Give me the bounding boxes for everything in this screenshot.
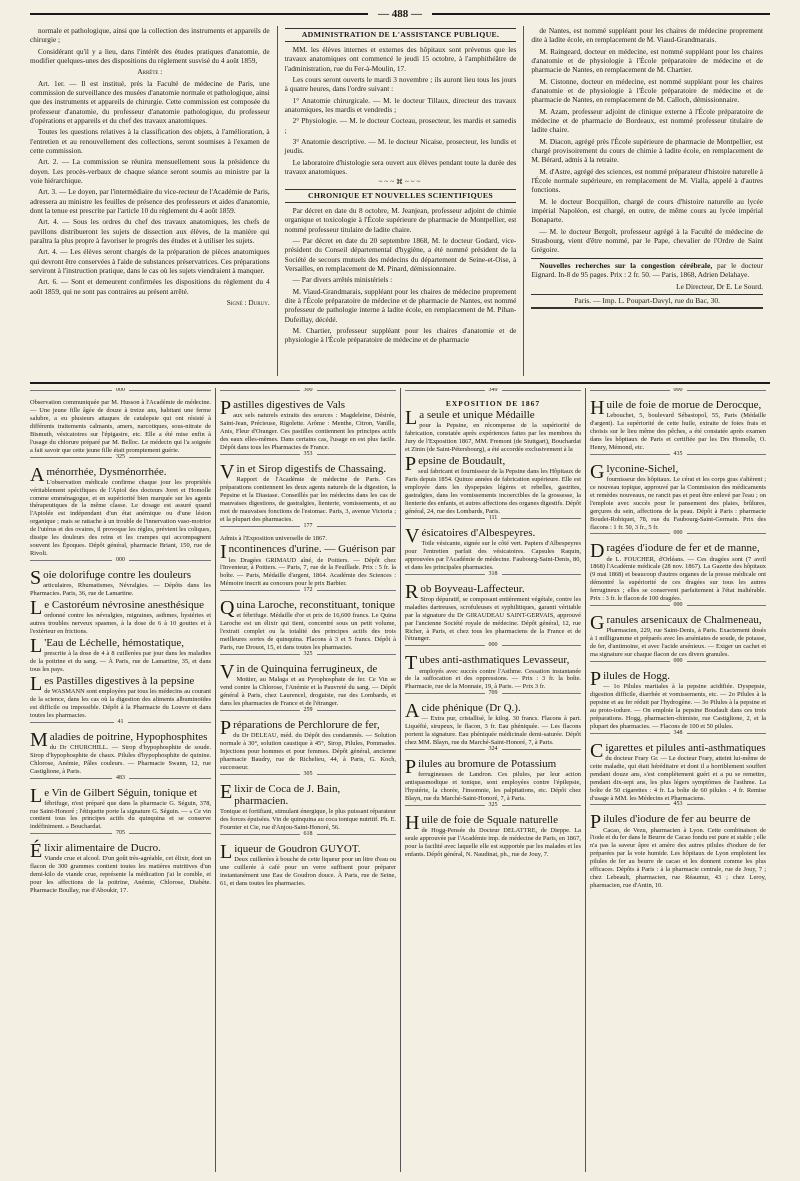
advertisement — [405, 702, 581, 747]
ad-body: articulaires, Rhumatismes, Névralgies. — Dépôts dans les Pharmacies. Paris, 36, rue de Lamartine. — [30, 582, 211, 598]
ad-number — [30, 830, 211, 840]
ad-initial-letter: H — [590, 397, 605, 419]
advertisement — [220, 780, 396, 832]
ad-number — [405, 746, 581, 756]
ad-number-label: 325 — [112, 454, 129, 460]
ad-number — [590, 801, 766, 811]
ornament-divider: ~~~⌘~~~ — [378, 178, 423, 187]
ad-title-text: oie dolorifuge contre les douleurs — [43, 569, 191, 582]
ad-title — [405, 524, 581, 547]
ad-initial-letter: R — [405, 580, 419, 603]
ad-title-text: in et Sirop digestifs de Chassaing. — [236, 462, 387, 475]
ad-number-label: 483 — [112, 775, 129, 781]
book-notice — [531, 261, 763, 280]
ad-initial-letter: P — [220, 716, 232, 739]
page-header — [30, 6, 770, 22]
header-rule-left — [30, 13, 368, 15]
ad-number-label: 324 — [485, 746, 502, 752]
ad-number — [590, 658, 766, 668]
ad-number — [405, 514, 581, 525]
section-title-administration: ADMINISTRATION DE L'ASSISTANCE PUBLIQUE. — [285, 28, 517, 42]
paragraph: Les cours seront ouverts le mardi 3 novembre ; ils auront lieu tous les jours à quatre heures, dans l'ordre suivant : — [284, 74, 517, 94]
ad-body: Viande crue et alcool. D'un goût très-agréable, cet élixir, dont un flacon de 300 grammes contient toutes les matières nutritives d'un demi-kilo de viande crue, représente la médication j'ai le comble, et pour les affections de la poitrine, Anémie, Chlorose, Diabète. Pharmacie Boullay, rue d'Aboukir, 17. — [30, 855, 211, 895]
ad-initial-letter: P — [590, 668, 602, 690]
ad-number-label: 41 — [114, 719, 128, 725]
article: Art. 4. — Sous les ordres du chef des travaux anatomiques, les chefs de pavillons distribueront les sujets de dissection aux élèves, de la manière qui paraîtra la plus propre à favoriser le progrès des études et à utiliser les sujets. — [30, 217, 270, 245]
ad-body: les Dragées GRIMAUD aîné, de Poitiers. — Dépôt chez l'Inventeur, à Poitiers. — Paris, 7, rue de la Feuillade. Prix : 5 fr. la boîte. — Paris, Médaille d'argent, 1864. Académie des Sciences : Mémoire inscrit au concours pour le prix Barbier. — [220, 556, 396, 588]
ad-title-text: es Pastilles digestives à la pepsine — [44, 674, 195, 687]
advertisement — [590, 399, 766, 452]
ad-title — [590, 668, 766, 690]
ad-initial-letter: P — [405, 453, 417, 476]
ad-body: Rapport de l'Académie de médecine de Paris. Ces préparations contiennent les deux agents naturels de la digestion, la Pepsine et la Diastase. Conseillés par les médecins dans les cas de mauvaises digestions, de gastralgies, lienterie, vomissements, et au mot de mauvaises fonctions de l'estomac. Paris, 3, avenue Victoria ; et la plupart des pharmacies. — [220, 475, 396, 523]
ad-number — [30, 557, 211, 567]
ad-number-label: 305 — [300, 771, 317, 777]
paragraph: M. Viaud-Grandmarais, suppléant pour les chaires de médecine proprement dite à l'École préparatoire de médecine et de pharmacie de Nantes, est nommé professeur de pathologie interne à ladite école, en remplacement de M. Pihan-Dufeillay, décédé. — [284, 286, 517, 324]
ad-initial-letter: E — [220, 780, 233, 803]
advertisement — [30, 569, 211, 598]
advertisement — [30, 672, 211, 720]
section-title-chronique: CHRONIQUE ET NOUVELLES SCIENTIFIQUES — [285, 189, 517, 203]
ad-title — [405, 700, 581, 723]
ad-exposition-heading: EXPOSITION DE 1867 — [445, 399, 541, 408]
paragraph: 2° Physiologie. — M. le docteur Cocteau, prosecteur, les mardis et samedis ; — [284, 116, 517, 135]
advertisement — [30, 842, 211, 895]
advertisement — [405, 399, 581, 408]
ad-number — [405, 690, 581, 700]
ad-number — [30, 453, 211, 464]
ad-body: Toile vésicante, signée sur le côté vert. Papiers d'Albespeyres pour l'entretien parfait des vésicatoires. Capsules Raquin, approuvées par l'Académie de médecine. Faubourg-Saint-Denis, 80, et dans les principales pharmacies. — [405, 539, 581, 571]
paragraph: — Par divers arrêtés ministériels : — [292, 275, 393, 285]
ad-initial-letter: A — [30, 463, 45, 486]
ad-body: de Hogg-Pensée du Docteur DELATTRE, de Dieppe. La seule approuvée par l'Académie imp. de médecine de Paris, en 1867, pour la facilité avec laquelle elle est supportée par les malades et les enfants. Dépôt général, N. Naudinat, ph., rue de Jouy, 7. — [405, 827, 581, 858]
ad-title — [220, 840, 396, 863]
ad-initial-letter: V — [405, 524, 420, 547]
ad-title-text: epsine de Boudault, — [418, 455, 506, 468]
advertisement — [590, 542, 766, 603]
ad-body: de L. FOUCHER, d'Orléans. — Ces dragées sont (7 avril 1868) l'Académie médicale (28 nov. 1867). La Gazette des hôpitaux (9 mai 1868) et beaucoup d'autres organes de la presse médicale ont démontré la supériorité de ces dragées sur tous les autres ferrugineux ; elles se conservent parfaitement à l'état inaltérable. Prix : 3 fr. le flacon de 100 dragées. — [590, 555, 766, 603]
ad-body: Admis à l'Exposition universelle de 1867. — [220, 534, 327, 542]
ad-title — [220, 716, 396, 739]
ad-title — [220, 597, 396, 620]
ad-title — [405, 756, 581, 779]
ad-number-label: 000 — [670, 388, 687, 393]
advertisement — [30, 599, 211, 636]
ad-number-label: 000 — [112, 388, 129, 393]
paragraph: M. Azam, professeur adjoint de clinique externe à l'École préparatoire de médecine et de pharmacie de Bordeaux, est nommé professeur titulaire de ladite chaire. — [531, 106, 763, 135]
ad-number-label: 318 — [485, 571, 502, 577]
ad-body: employés avec succès contre l'Asthme. Cessation instantanée de la suffocation et des oppressions. — Prix : 3 fr. la boîte. Pharmacie, rue de la Monnaie, 19, à Paris. — Prix 3 fr. — [405, 667, 581, 691]
ad-initial-letter: L — [405, 407, 418, 430]
ad-title-text: a seule et unique Médaille — [419, 409, 535, 422]
ad-title — [30, 728, 211, 751]
ad-initial-letter: P — [590, 811, 602, 834]
advertisement — [220, 599, 396, 652]
ad-number — [405, 390, 581, 397]
paragraph: de Nantes, est nommé suppléant pour les chaires de médecine proprement dite à ladite école, en remplacement de M. Viaud-Grandmarais. — [531, 26, 763, 45]
ad-title — [405, 580, 581, 603]
ad-number — [590, 450, 766, 461]
ad-number — [220, 522, 396, 533]
directeur-line: Le Directeur, Dr E. Le Sourd. — [676, 281, 763, 291]
article: Art. 4. — Les élèves seront chargés de la préparation de pièces anatomiques qui devront être conservées à l'aide de substances préservatrices. Ces préparations serviront à l'instruction pratique, dans le cas où les sujets viendraient à manquer. — [30, 247, 270, 275]
ad-initial-letter: P — [220, 397, 232, 419]
ad-body: Tonique et fortifiant, stimulant énergique, le plus puissant réparateur des forces épuisées. Vin de quinquina au coca tonique nutritif. Ph. E. Fournier et Cie, rue d'Anjou-Saint-Honoré, 56. — [220, 807, 396, 831]
advertisement — [405, 814, 581, 859]
ad-number — [220, 450, 396, 461]
advertisements — [30, 388, 770, 1172]
ad-number-label: 172 — [300, 587, 317, 593]
ad-title-text: ncontinences d'urine. — Guérison par — [228, 543, 396, 556]
ad-title — [30, 784, 211, 807]
ad-number — [405, 642, 581, 652]
paragraph: M. Chartier, professeur suppléant pour les chaires d'anatomie et de physiologie à l'École préparatoire de médecine et de pharmacie — [284, 326, 517, 345]
ad-title-text: e Vin de Gilbert Séguin, tonique et — [44, 786, 198, 799]
ad-title-text: ubes anti-asthmatiques Levasseur, — [419, 654, 570, 667]
ad-initial-letter: D — [590, 540, 605, 563]
ad-number — [590, 729, 766, 740]
ad-title-text: lixir de Coca de J. Bain, pharmacien. — [234, 782, 341, 807]
ad-body: aux sels naturels extraits des sources : Magdeleine, Désirée, Saint-Jean, Précieuse, Rigolette. Arôme : Menthe, Citron, Vanille, Anis, Fleur d'Oranger. Ces pastilles contiennent les principes actifs des eaux elles-mêmes. Dans certains cas, l'usage en est plus facile. Dépôt dans tous les Pharmacies de France. — [220, 412, 396, 451]
ad-title-text: cide phénique (Dr Q.). — [421, 702, 521, 715]
ad-body: Deux cuillerées à bouche de cette liqueur pour un litre d'eau ou une cuillerée à café pour un verre suffisent pour préparer instantanément une Eau de Goudron douce. À Paris, rue de Seine, 61, et dans toutes les pharmacies. — [220, 855, 396, 887]
arrete-heading: Arrête : — [137, 67, 163, 77]
advertisement — [30, 634, 211, 674]
advertisement — [405, 409, 581, 454]
ad-title — [590, 397, 766, 419]
paragraph: normale et pathologique, ainsi que la collection des instruments et appareils de chirurgie ; — [30, 26, 270, 45]
ad-body: du Dr DELEAU, méd. du Dépôt des condamnés. — Solution normale à 30°, solution caustique à 45°, Sirop, Pilules, Pommades. Injections pour hommes et pour femmes. Dépôt général, ancienne pharmacie Baudry, rue de Richelieu, 44, à Paris, G. Koch, successeur. — [220, 732, 396, 771]
ad-title — [220, 780, 396, 807]
advertisement — [590, 670, 766, 731]
advertisement — [220, 460, 396, 524]
ad-number-label: 000 — [112, 557, 129, 563]
ad-title — [220, 397, 396, 419]
ad-title-text: igarettes et pilules anti-asthmatiques — [605, 741, 766, 754]
notice-rule — [531, 258, 763, 259]
ad-number-label: 000 — [670, 602, 687, 608]
ad-title-text: réparations de Perchlorure de fer, — [233, 718, 380, 731]
ads-column-1 — [30, 388, 215, 1172]
advertisement — [590, 614, 766, 659]
ad-number — [220, 390, 396, 397]
ad-body: du Dr CHURCHILL. — Sirop d'hypophosphite de soude. Sirop d'hypophosphite de chaux. Pilules d'hypophosphite de quinine. Chlorose, Anémie, Pâles couleurs. — Pharmacie Swann, 12, rue Castiglione, à Paris. — [30, 743, 211, 775]
advertisement — [590, 460, 766, 532]
advertisement — [220, 663, 396, 708]
ad-title — [590, 739, 766, 762]
signature: Signé : Duruy. — [226, 297, 270, 307]
ad-number-label: 435 — [670, 451, 687, 457]
paragraph: M. le docteur Bocquillon, chargé de cours d'histoire naturelle au lycée impérial Napoléon, est chargé, en outre, de même cours au lycée impérial Bonaparte. — [531, 196, 763, 225]
advertisement — [220, 543, 396, 588]
ad-title — [405, 407, 581, 430]
book-notice-title: Nouvelles recherches sur la congestion cérébrale, — [539, 260, 713, 270]
ad-initial-letter: V — [220, 661, 235, 684]
ad-initial-letter: L — [30, 672, 43, 695]
ad-initial-letter: P — [405, 756, 417, 779]
ad-number — [405, 570, 581, 581]
ad-number — [590, 530, 766, 540]
ad-body: Lebouchet, 5, boulevard Sébastopol, 55, Paris (Médaille d'argent). La supériorité de cette huile, extraite de foies frais et choisis sur le lieu même des pêches, a été constatée après examen dans les hôpitaux de Paris et certifiée par les Drs Homolle, O. Henry, Mémond, etc. — [590, 412, 766, 451]
ad-title-text: lyconine-Sichel, — [606, 462, 679, 475]
ad-title-text: e Castoréum névrosine anesthésique — [44, 599, 204, 611]
ad-number — [30, 718, 211, 729]
ad-body: — 1o Pilules martiales à la pepsine acidifiée. Dyspepsie, digestion difficile, diarrhée et vomissements, etc. — 2o Pilules à la pepsine et au fer réduit par l'hydrogène. — 3o Pilules à la pepsine et au proto-iodure. — On emploie la pepsine Boudault dans ces trois préparations. Hogg, pharmacien-chimiste, rue Castiglione, 2, et la plupart des pharmacies. — Flacons de 100 et 50 pilules. — [590, 683, 766, 730]
column-2 — [277, 26, 524, 376]
ad-number — [30, 774, 211, 785]
article: Art. 3. — Le doyen, par l'intermédiaire du vice-recteur de l'Académie de Paris, adressera au ministre les feuilles de présence des professeurs et aides d'anatomie, dont la tenue est prescrite par l'article 10 du règlement du 4 août 1859. — [30, 187, 270, 215]
ad-title — [30, 634, 211, 657]
paragraph: M. Raingeard, docteur en médecine, est nommé suppléant pour les chaires d'anatomie et de physiologie à l'École préparatoire de médecine et de pharmacie de Nantes, en remplacement de M. Chartier. — [531, 46, 763, 75]
ad-number-label: 325 — [485, 802, 502, 808]
ad-title-text: astilles digestives de Vals — [233, 399, 346, 411]
ad-title-text: lixir alimentaire de Ducro. — [44, 842, 161, 855]
ad-title — [30, 597, 211, 619]
ad-body: seul fabricant et fournisseur de la Pepsine dans les Hôpitaux de Paris depuis 1854. Quinze années de fabrication supérieure. Elle est employée dans les dyspepsies légères et rebelles, gastrites, gastralgies, dans les vomissements incoercibles de la grossesse, la lienterie des enfants, et autres affections des organes digestifs. Dépôt général, 24, rue des Lombards, Paris. — [405, 468, 581, 515]
ad-number — [590, 390, 766, 397]
ad-body: du docteur Frary Gr. — Le docteur Frary, atteint lui-même de cette maladie, qui était héréditaire et dont il a horriblement souffert pendant douze ans, s'est complètement guéri et a pu se remettre, pendant dix-sept ans, les plus légers symptômes de l'asthme. La boîte de 50 cigarettes : 4 fr. La boîte de 60 pilules : 4 fr. Remise d'usage à MM. les Médecins et Pharmaciens. — [590, 754, 766, 802]
advertisement — [405, 580, 581, 644]
advertisement — [405, 524, 581, 572]
ad-title-text: ilules de Hogg. — [603, 670, 671, 682]
ad-title-text: uile de foie de morue de Derocque, — [606, 399, 762, 411]
advertisement — [30, 728, 211, 776]
paragraph: M. Diacon, agrégé près l'École supérieure de pharmacie de Montpellier, est chargé provisoirement du cours de chimie à ladite école, en remplacement de M. Bérard, admis à la retraite. — [531, 136, 763, 165]
ad-title — [30, 672, 211, 695]
ad-initial-letter: M — [30, 728, 48, 751]
page-number: — 488 — — [378, 8, 422, 20]
ad-number — [220, 770, 396, 781]
ad-number-label: 353 — [300, 451, 317, 457]
journal-text — [30, 26, 770, 376]
ad-initial-letter: L — [30, 597, 43, 619]
ad-number — [220, 651, 396, 661]
ad-title — [220, 460, 396, 483]
ad-initial-letter: G — [590, 460, 605, 483]
ad-initial-letter: A — [405, 700, 420, 723]
ad-title — [405, 453, 581, 476]
book-notice-text: par le docteur Eignard. In-8 de 95 pages. Prix : 2 fr. 50. — Paris, 1868, Adrien Delahaye. — [531, 260, 763, 280]
ad-body: Cacao, de Vezu, pharmacien à Lyon. Cette combinaison de l'iode et du fer dans le Beurre de Cacao fondu est pure et stable ; elle n'a pas la saveur âpre et amère des autres pilules d'iodure de fer préparées par la voie humide. Les hôpitaux de Lyon emploient les pilules de fer au beurre de cacao et les donnent comme les plus efficaces. Dépôts à Paris : à la pharmacie centrale, rue de Jouy, 7 ; chez Lebeault, pharmacien, rue Réaumur, 43 ; chez Leroy, pharmacien, rue d'Antin, 10. — [590, 826, 766, 890]
ad-title — [405, 652, 581, 675]
ad-title-text: ménorrhée, Dysménorrhée. — [46, 465, 167, 478]
ad-title-text: iqueur de Goudron GUYOT. — [234, 842, 361, 855]
ad-title — [220, 541, 396, 564]
ad-title-text: aladies de poitrine, Hypophosphites — [49, 730, 208, 743]
ad-title — [30, 463, 211, 486]
ad-title — [220, 661, 396, 684]
ad-body: ferrugineuses de Landron. Ces pilules, par leur action antispasmodique et tonique, sont employées contre l'épilepsie, l'hystérie, la chorée, l'insomnie, les palpitations, etc. Dépôt chez Blayn, rue du Marché-Saint-Honoré, 7, à Paris. — [405, 771, 581, 803]
paragraph: — M. le docteur Bergolt, professeur agrégé à la Faculté de médecine de Strasbourg, vient d'être nommé, par le Pape, chevalier de l'Ordre de Saint Grégoire. — [531, 226, 763, 255]
advertisement — [405, 758, 581, 803]
article: Toutes les questions relatives à la classification des objets, à l'amélioration, à l'entretien et au renouvellement des collections, seront soumises à l'examen de cette commission. — [30, 127, 270, 155]
ad-number-label: 705 — [112, 830, 129, 836]
ad-title-text: 'Eau de Léchelle, hémostatique, — [44, 636, 184, 649]
ad-body: ordonné contre les névralgies, migraines, asthmes, hystéries et autres troubles nerveux spasmes, à la dose de 6 à 10 gouttes et à l'extérieur en frictions. — [30, 612, 211, 635]
advertisement — [405, 455, 581, 516]
ad-number-label: 000 — [670, 658, 687, 664]
paragraph: 1° Anatomie chirurgicale. — M. le docteur Tillaux, directeur des travaux anatomiques, les mardis et vendredis ; — [284, 95, 517, 114]
ads-column-2 — [215, 388, 400, 1172]
section-divider — [30, 382, 770, 384]
ad-title-text: ilules au bromure de Potassium — [418, 758, 557, 771]
article: Art. 1er. — Il est institué, près la Faculté de médecine de Paris, une commission de surveillance des musées d'anatomie normale et pathologique, ainsi que des instruments et appareils de chirurgie. Cette commission est composée du professeur d'anatomie, du professeur d'anatomie pathologique, du professeur d'opérations et appareils et du chef des travaux anatomiques. — [30, 78, 270, 125]
ad-body: L'observation médicale confirme chaque jour les propriétés véritablement spécifiques de l'Apiol des docteurs Joret et Homolle comme emménagogue, et en supériorité bien marquée sur les agents thérapeutiques de la même classe. Le dosage est assuré quand l'Apiolée est indépendant d'un état anémique ou d'une lésion organique ; mais se rattache à un trouble de l'innervation vaso-motrice de l'utérus et des ovaires, il provoque les règles, prévient les coliques, dissipe les douleurs des reins et les crampes qui accompagnent souvent les Époques. Dépôt général, pharmacie Briant, 150, rue de Rivoli. — [30, 478, 211, 558]
ad-body: Pharmacien, 229, rue Saint-Denis, à Paris. Exactement dosés à 1 milligramme et préparés avec les arséniates de soude, de potasse, de fer, d'antimoine, et avec l'acide arsénieux. — Exiger un cachet et ma signature sur chaque flacon de ces divers granules. — [590, 627, 766, 659]
paragraph: Considérant qu'il y a lieu, dans l'intérêt des études pratiques d'anatomie, de modifier quelques-unes des dispositions du règlement susvisé du 4 août 1859, — [30, 46, 270, 65]
ad-title-text: ésicatoires d'Albespeyres. — [421, 526, 536, 539]
ads-column-3 — [400, 388, 585, 1172]
ad-body: fournisseur des hôpitaux. Le cérat et les corps gras s'altèrent ; ce nouveau topique, approuvé par la Commission des médicaments et remèdes nouveaux, ne rancit pas et peut être enlevé par l'eau ; on l'emploie avec succès pour le pansement des plaies, brûlures, gerçures du sein, affections de la peau. Dépôt à Paris : pharmacie Boudet-Robiquet, 78, rue du Faubourg-Saint-Germain. Prix des flacons : 1 fr. 50, 3 fr., 5 fr. — [590, 475, 766, 531]
advertisement — [220, 399, 396, 452]
column-1 — [30, 26, 277, 376]
ad-body: Mottier, au Malaga et au Pyrophosphate de fer. Ce Vin se vend contre la Chlorose, l'Anémie et la Pauvreté du sang. — Dépôt général à Paris, chez Laurencel, droguiste, rue des Lombards, et dans les pharmacies de France et de l'étranger. — [220, 676, 396, 707]
ad-initial-letter: Q — [220, 597, 235, 620]
paragraph: Par décret en date du 8 octobre, M. Jeanjean, professeur adjoint de chimie organique et toxicologie à l'École supérieure de pharmacie de Montpellier, est nommé professeur titulaire de ladite chaire. — [284, 206, 517, 234]
ad-number-label: 177 — [300, 523, 317, 529]
ad-title — [590, 460, 766, 483]
ad-initial-letter: S — [30, 567, 42, 590]
ad-title-text: uina Laroche, reconstituant, tonique — [236, 599, 395, 612]
ad-number-label: 349 — [485, 388, 502, 393]
paragraph: M. Cistonne, docteur en médecine, est nommé suppléant pour les chaires d'anatomie et de physiologie à l'École préparatoire de médecine et de pharmacie de Nantes, en remplacement de M. Calloch, démissionnaire. — [531, 76, 763, 105]
advertisement — [30, 399, 211, 455]
ad-body: prescrite à la dose de 4 à 8 cuillerées par jour dans les maladies de la poitrine et du sang. — À Paris, rue de Lamartine, 35, et dans tous les pays. — [30, 650, 211, 673]
ad-number — [220, 587, 396, 597]
ad-title-text: uile de foie de Squale naturelle — [421, 814, 558, 827]
advertisement — [405, 654, 581, 691]
ad-number — [590, 602, 766, 612]
ad-number-label: 325 — [300, 651, 317, 657]
ad-body: — Extra pur, cristallisé, le kilog. 30 francs. Flacons à part. Liquéfié, sirupeux, le flacon, 3 fr. Eau phéniquée. — Les flacons portent la signature. Eau phéniquée médicinale demi-saturée. Dépôt chez MM. Blayn, rue du Marché-Saint-Honoré, 7, à Paris. — [405, 715, 581, 747]
ad-initial-letter: H — [405, 812, 420, 835]
ad-title-text: in de Quinquina ferrugineux, de — [236, 663, 378, 676]
advertisement — [220, 840, 396, 888]
ad-title — [590, 540, 766, 563]
advertisement — [30, 463, 211, 558]
ad-number-label: 709 — [485, 690, 502, 696]
ad-number — [405, 802, 581, 812]
ad-initial-letter: T — [405, 652, 418, 675]
ad-initial-letter: É — [30, 840, 43, 863]
ad-initial-letter: V — [220, 460, 235, 483]
ad-body: Sirop dépuratif, se composant entièrement végétale, contre les maladies dartreuses, scrofuleuses et syphilitiques, garanti véritable par la signature du Dr GIRAUDEAU SAINT-GERVAIS, approuvé par l'ancienne Société royale de médecine. Dépôt général, 12, rue Richer, à Paris, et chez tous les pharmaciens de la France et de l'étranger. — [405, 595, 581, 643]
article: Art. 2. — La commission se réunira mensuellement sous la présidence du doyen. Les procès-verbaux de chaque séance seront soumis au ministre par la voie hiérarchique. — [30, 157, 270, 185]
ad-initial-letter: C — [590, 739, 604, 762]
paragraph: MM. les élèves internes et externes des hôpitaux sont prévenus que les travaux anatomiques ont commencé le jeudi 15 octobre, à l'amphithéâtre de l'administration, rue du Fer-à-Moulin, 17. — [284, 44, 517, 73]
article: Art. 6. — Sont et demeurent confirmées les dispositions du règlement du 4 août 1859, qui ne sont pas contraires au présent arrêté. — [30, 277, 270, 296]
advertisement — [30, 784, 211, 832]
paragraph: Le laboratoire d'histologie sera ouvert aux élèves pendant toute la durée des travaux anatomiques. — [284, 157, 517, 176]
ad-number-label: 300 — [300, 388, 317, 393]
ad-number-label: 453 — [670, 801, 687, 807]
paragraph: — Par décret en date du 20 septembre 1868, M. le docteur Godard, vice-président du Conseil départemental d'hygiène, a été nommé président de la Société de secours mutuels des médecins du département de Seine-et-Oise, à Versailles, en remplacement de M. Pinard, démissionnaire. — [284, 236, 517, 274]
ad-initial-letter: L — [30, 784, 43, 807]
ad-title — [590, 612, 766, 635]
ad-title-text: ragées d'iodure de fer et de manne, — [606, 542, 760, 555]
ad-initial-letter: L — [220, 840, 233, 863]
ad-number — [220, 706, 396, 717]
ad-body: pour la Pepsine, en récompense de la supériorité de fabrication, constatée après expériences faites par les membres du Jury de l'Exposition 1867, MM. Fremont (de Stuttgart), Bouchardat et Zinin (de Saint-Pétersbourg), a été accordée exclusivement à la — [405, 422, 581, 454]
ad-title — [30, 840, 211, 863]
advertisement — [590, 739, 766, 803]
advertisement — [590, 813, 766, 890]
ad-number — [220, 830, 396, 841]
ad-title-text: ob Boyveau-Laffecteur. — [420, 582, 525, 595]
advertisement — [220, 535, 396, 543]
ad-body: Observation communiquée par M. Husson à l'Académie de médecine. — Une jeune fille âgée de douze à treize ans, habitant une ferme salubre, a eu plusieurs attaques de catalepsie qui ont résisté à différents traitements calmants, amers, narcotiques, sous-nitrate de Bismuth, vésicatoires sur l'épigastre, etc. Elle a été mise enfin à l'usage du chlorure préparé par M. Belloc. Le médecin qui l'a soignée a fait savoir que cette jeune fille était promptement guérie. — [30, 399, 211, 454]
advertisement — [220, 716, 396, 772]
ad-number-label: 000 — [485, 642, 502, 648]
ad-initial-letter: L — [30, 634, 43, 657]
paragraph: M. d'Astre, agrégé des sciences, est nommé préparateur d'histoire naturelle à l'École normale supérieure, en remplacement de M. Vialla, appelé à d'autres fonctions. — [531, 166, 763, 195]
ads-column-4 — [585, 388, 770, 1172]
ad-body: et fébrifuge. Médaille d'or et prix de 16,600 francs. Le Quina Laroche est un élixir qui tient, concentré sous un petit volume, l'extrait complet ou la totalité des principes actifs des trois meilleures sortes de quinquina. Flacons à 3 et 5 francs. Dépôt à Paris, rue Drouot, 15, et dans toutes les pharmacies. — [220, 612, 396, 652]
ad-title-text: ilules d'iodure de fer au beurre de — [603, 813, 751, 826]
ad-number — [30, 390, 211, 397]
imprint-line: Paris. — Imp. L. Poupart-Davyl, rue du Bac, 30. — [531, 294, 763, 309]
ad-number-label: 111 — [485, 515, 502, 521]
ad-number-label: 348 — [670, 730, 687, 736]
ad-initial-letter: G — [590, 612, 605, 635]
paragraph: 3° Anatomie descriptive. — M. le docteur Nicaise, prosecteur, les lundis et jeudis. — [284, 136, 517, 156]
header-rule-right — [432, 13, 770, 15]
ad-number-label: 000 — [670, 530, 687, 536]
ad-title-text: ranules arsenicaux de Chalmeneau, — [606, 614, 762, 627]
ad-body: fébrifuge, n'est préparé que dans la pharmacie G. Séguin, 378, rue Saint-Honoré ; l'étiquette porte la signature G. Séguin. — « Ce vin contient tous les principes actifs du quinquina et se conserve indéfiniment. » Bouchardat. — [30, 799, 211, 831]
ad-body: de WASMANN sont employées par tous les médecins au courant de la science, dans les cas où la digestion des aliments albuminoïdes est difficile ou impossible. Dépôt à la Pharmacie du Louvre et dans toutes les pharmacies. — [30, 687, 211, 719]
ad-title — [405, 812, 581, 835]
ad-number-label: 259 — [300, 707, 317, 713]
ad-number-label: 618 — [300, 831, 317, 837]
ad-title — [590, 811, 766, 834]
ad-initial-letter: I — [220, 541, 227, 564]
column-3 — [523, 26, 770, 376]
